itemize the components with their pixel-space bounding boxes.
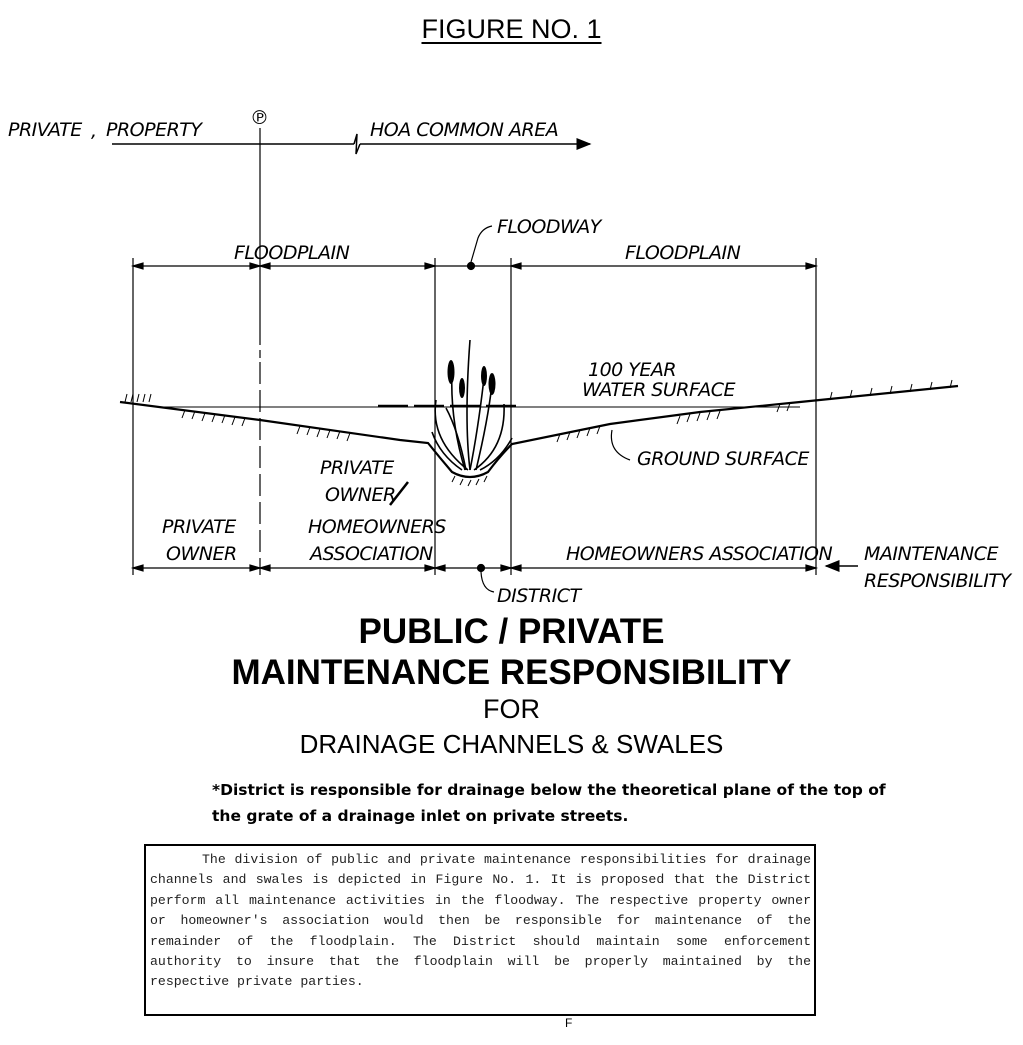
responsibility-label: RESPONSIBILITY — [864, 570, 1011, 592]
property-line-symbol: ℗ — [250, 107, 269, 129]
district-note: *District is responsible for drainage below the theoretical plane of the top of the grate of a drainage inlet on private streets. — [212, 781, 886, 825]
private-owner-hoa-label-1: PRIVATE — [320, 457, 394, 479]
ground-surface — [120, 386, 958, 477]
cattail-heads — [448, 360, 496, 398]
ground-surface-label: GROUND SURFACE — [637, 448, 809, 470]
svg-text:,: , — [91, 120, 97, 142]
floodway-label: FLOODWAY — [497, 216, 601, 238]
responsibility-dimension — [133, 565, 816, 572]
floodplain-left-label: FLOODPLAIN — [234, 242, 350, 264]
private-owner-label-1: PRIVATE — [162, 516, 236, 538]
district-label: DISTRICT — [497, 585, 581, 607]
boundary-lines — [133, 128, 816, 575]
private-label: PRIVATE — [8, 119, 82, 141]
description-paragraph: The division of public and private maintenance responsibilities for drainage channels and swales is depicted in Figure No. 1. It is proposed that the District perform all maintenance activities in the floodway. The respective property owner or homeowner's association would then be responsible for maintenance of the remainder of the floodplain. The District should maintain some enforcement authority to insure that the floodplain will be properly maintained by the respective private parties. — [150, 852, 811, 990]
stray-mark: F — [565, 1016, 573, 1030]
figure-title: FIGURE NO. 1 — [421, 14, 602, 44]
heading-line-2: MAINTENANCE RESPONSIBILITY — [231, 653, 792, 692]
heading-line-4: DRAINAGE CHANNELS & SWALES — [299, 729, 724, 759]
homeowners-association-label: HOMEOWNERS ASSOCIATION — [566, 543, 833, 565]
heading-line-3: FOR — [483, 694, 540, 724]
water-surface-label-2: WATER SURFACE — [582, 379, 736, 401]
water-surface-label-1: 100 YEAR — [588, 359, 677, 381]
description-box — [144, 844, 816, 1016]
private-owner-hoa-label-2: OWNER — [325, 484, 396, 506]
private-owner-label-2: OWNER — [166, 543, 237, 565]
private-owner-hoa-label-4: ASSOCIATION — [310, 543, 433, 565]
floodplain-right-label: FLOODPLAIN — [625, 242, 741, 264]
property-label: PROPERTY — [106, 119, 202, 141]
private-owner-hoa-label-3: HOMEOWNERS — [308, 516, 446, 538]
maintenance-label: MAINTENANCE — [864, 543, 999, 565]
hoa-common-area-label: HOA COMMON AREA — [370, 119, 559, 141]
heading-line-1: PUBLIC / PRIVATE — [358, 612, 665, 651]
